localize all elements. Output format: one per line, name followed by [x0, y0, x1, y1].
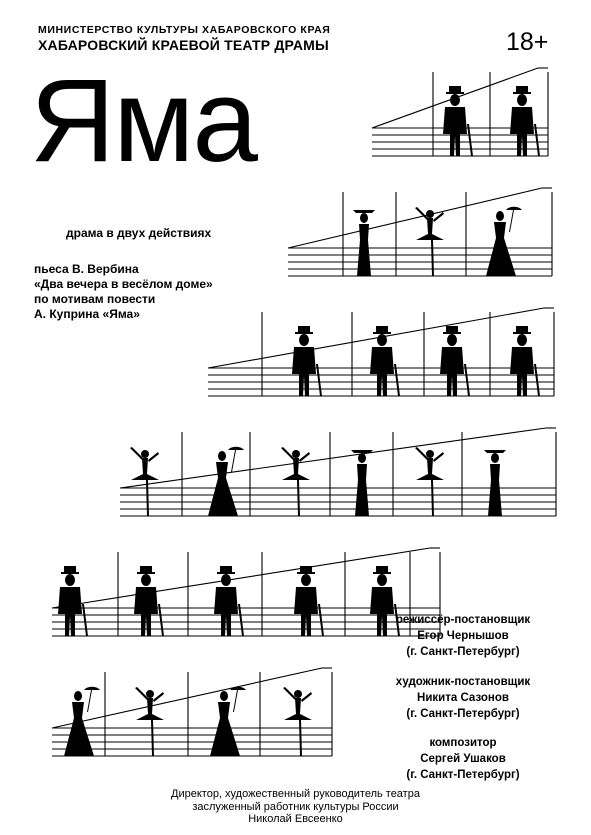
credit-city: (г. Санкт-Петербург) [406, 646, 520, 658]
lady-silhouette [415, 447, 444, 516]
credit-designer [373, 674, 553, 722]
gentleman-silhouette [58, 566, 88, 636]
gentleman-silhouette [214, 566, 244, 636]
footer-line: Николай Евсеенко [248, 813, 343, 825]
credit-director [373, 612, 553, 660]
lady-silhouette [281, 447, 310, 516]
credit-composer [373, 735, 553, 783]
footer-line: заслуженный работник культуры России [192, 800, 399, 813]
theatre-name: ХАБАРОВСКИЙ КРАЕВОЙ ТЕАТР ДРАМЫ [38, 37, 329, 53]
gentleman-silhouette [294, 566, 324, 636]
footer-line: Директор, художественный руководитель театра [171, 788, 420, 800]
play-source-info [34, 262, 213, 322]
play-title: Яма [30, 55, 256, 187]
gentleman-silhouette [292, 326, 322, 396]
credit-name: Егор Чернышов [417, 630, 509, 642]
lady-silhouette [484, 450, 506, 516]
age-rating-badge: 18+ [506, 28, 549, 56]
play-info-line: «Два вечера в весёлом доме» [34, 277, 213, 291]
lady-silhouette [283, 687, 312, 756]
gentleman-silhouette [510, 326, 540, 396]
gentleman-silhouette [443, 86, 473, 156]
lady-silhouette [135, 687, 164, 756]
gentleman-silhouette [370, 326, 400, 396]
lady-silhouette [353, 210, 375, 276]
credit-name: Никита Сазонов [417, 692, 509, 704]
lady-silhouette [130, 447, 159, 516]
staff-line [52, 668, 322, 728]
lady-silhouette [351, 450, 373, 516]
play-info-line: А. Куприна «Яма» [34, 307, 140, 321]
ministry-name: МИНИСТЕРСТВО КУЛЬТУРЫ ХАБАРОВСКОГО КРАЯ [38, 24, 331, 36]
credit-city: (г. Санкт-Петербург) [406, 769, 520, 781]
play-subtitle: драма в двух действиях [66, 226, 212, 240]
lady-silhouette [210, 687, 246, 756]
lady-silhouette [64, 687, 100, 756]
gentleman-silhouette [134, 566, 164, 636]
staff-line [120, 428, 546, 488]
play-info-line: пьеса В. Вербина [34, 262, 139, 276]
play-info-line: по мотивам повести [34, 292, 156, 306]
gentleman-silhouette [510, 86, 540, 156]
credit-city: (г. Санкт-Петербург) [406, 708, 520, 720]
credit-role: композитор [429, 737, 497, 749]
lady-silhouette [208, 447, 244, 516]
credit-role: режиссёр-постановщик [395, 614, 531, 626]
lady-silhouette [486, 207, 522, 276]
gentleman-silhouette [440, 326, 470, 396]
footer-director-info [0, 788, 591, 826]
credit-role: художник-постановщик [395, 676, 531, 688]
credit-name: Сергей Ушаков [420, 753, 506, 765]
